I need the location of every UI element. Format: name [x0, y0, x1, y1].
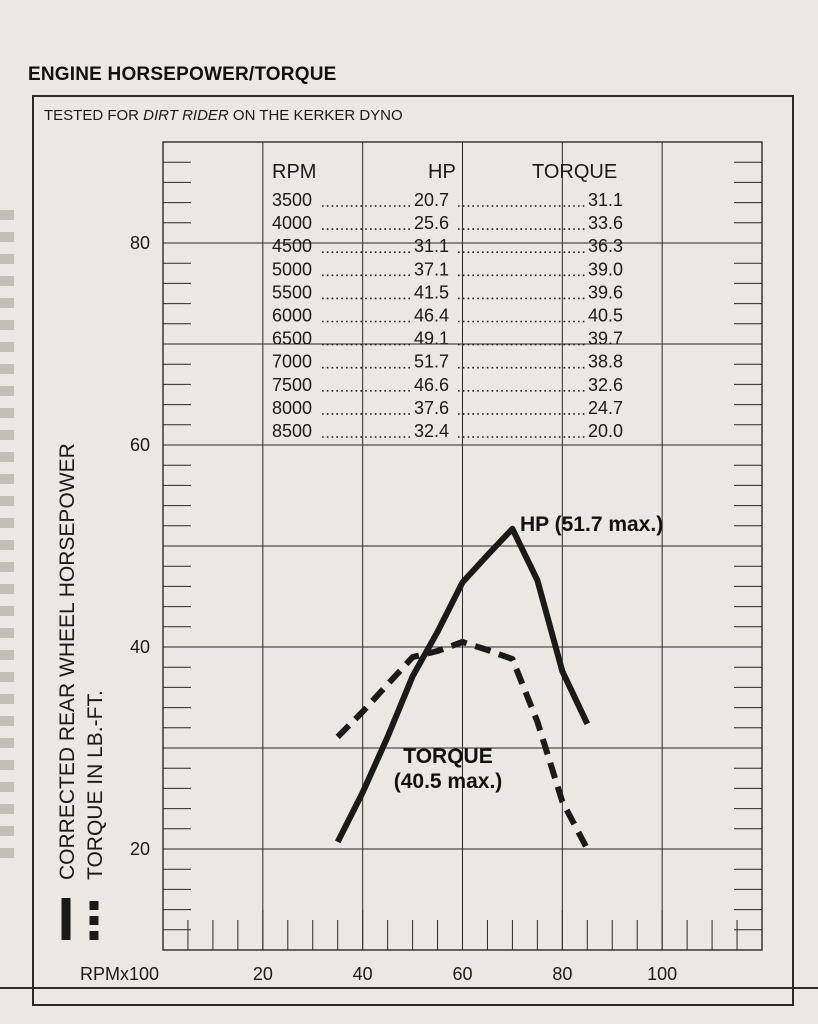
subtitle-prefix: TESTED FOR: [44, 107, 144, 124]
table-cell: 4500: [272, 236, 313, 257]
chart-heading: ENGINE HORSEPOWER/TORQUE: [28, 64, 337, 85]
table-cell: 40.5: [588, 305, 624, 326]
y-tick-label: 20: [129, 839, 150, 859]
table-cell: 39.0: [588, 259, 624, 280]
table-cell: 24.7: [588, 397, 624, 418]
table-cell: 37.1: [414, 259, 450, 280]
table-cell: 5500: [272, 282, 313, 303]
table-cell: 32.4: [414, 421, 450, 441]
table-cell: 20.7: [414, 190, 450, 210]
table-cell: 39.7: [588, 328, 624, 349]
x-axis-label: RPMx100: [80, 964, 160, 984]
table-cell: 7500: [272, 374, 313, 395]
table-cell: 6000: [272, 305, 313, 326]
table-cell: 6500: [272, 328, 313, 349]
subtitle-emphasis: DIRT RIDER: [143, 107, 229, 124]
table-cell: 39.6: [588, 282, 624, 303]
table-cell: 3500: [272, 190, 313, 210]
table-cell: 37.6: [414, 397, 450, 418]
table-cell: 36.3: [588, 236, 624, 257]
y-axis-label-torque: TORQUE IN LB.-FT.: [84, 690, 107, 880]
x-tick-label: 80: [552, 964, 573, 984]
torque-annotation-line1: TORQUE: [403, 745, 493, 768]
table-cell: 49.1: [414, 328, 450, 349]
table-cell: 7000: [272, 351, 313, 372]
x-tick-label: 100: [647, 964, 678, 984]
table-cell: 41.5: [414, 282, 450, 303]
grid-layer: [163, 142, 762, 950]
table-cell: 20.0: [588, 421, 624, 441]
table-header: HP: [428, 161, 456, 183]
y-axis-label-group: [56, 443, 107, 940]
chart-subtitle: [44, 107, 403, 124]
table-cell: 32.6: [588, 374, 624, 395]
table-cell: 46.4: [414, 305, 450, 326]
x-tick-label: 40: [352, 964, 373, 984]
hp-max-annotation: HP (51.7 max.): [520, 513, 664, 536]
table-cell: 46.6: [414, 374, 450, 395]
subtitle-suffix: ON THE KERKER DYNO: [228, 107, 403, 124]
table-cell: 8000: [272, 397, 313, 418]
table-cell: 38.8: [588, 351, 624, 372]
dyno-table: [272, 161, 623, 441]
table-cell: 25.6: [414, 213, 450, 234]
torque-annotation-line2: (40.5 max.): [393, 770, 503, 793]
table-cell: 31.1: [588, 190, 624, 210]
table-header: RPM: [272, 161, 317, 183]
y-tick-label: 40: [129, 637, 150, 657]
table-cell: 33.6: [588, 213, 624, 234]
table-cell: 5000: [272, 259, 313, 280]
table-cell: 51.7: [414, 351, 450, 372]
y-axis-label-hp: CORRECTED REAR WHEEL HORSEPOWER: [56, 443, 79, 880]
x-tick-label: 60: [452, 964, 473, 984]
x-tick-label: 20: [252, 964, 273, 984]
table-cell: 8500: [272, 421, 313, 441]
y-tick-label: 80: [129, 233, 150, 253]
table-header: TORQUE: [532, 161, 618, 183]
y-tick-label: 60: [129, 435, 150, 455]
table-cell: 31.1: [414, 236, 450, 257]
table-cell: 4000: [272, 213, 313, 234]
